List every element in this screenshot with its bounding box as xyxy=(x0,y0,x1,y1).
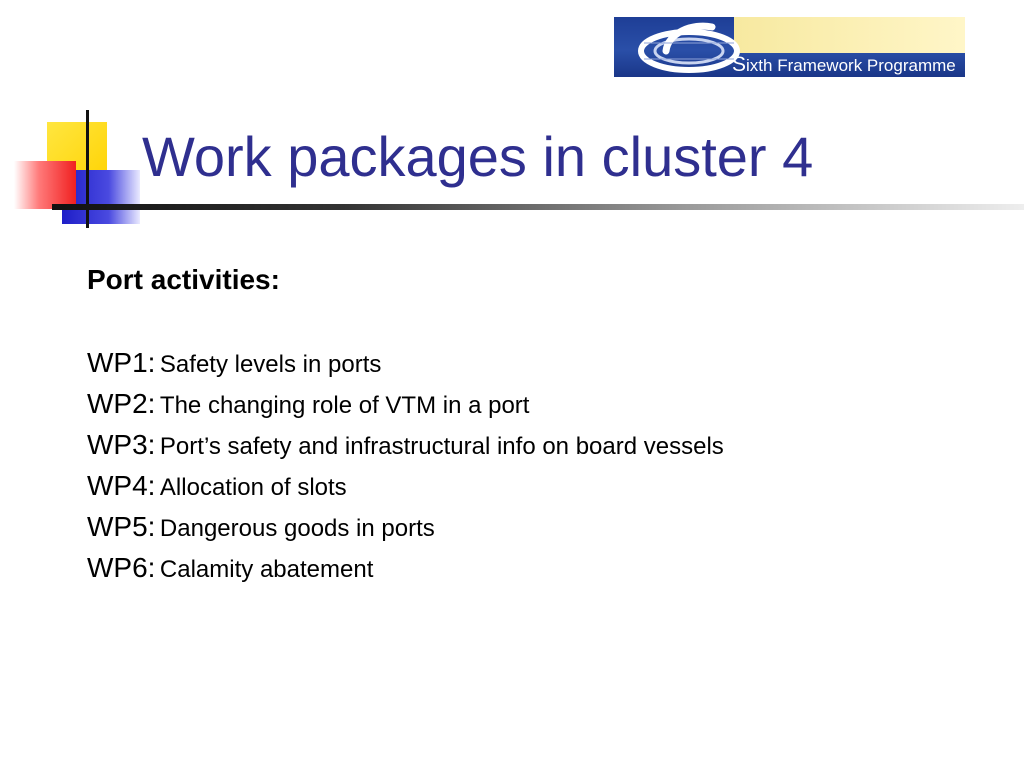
wp-code: WP4: xyxy=(87,470,156,501)
wp-description: The changing role of VTM in a port xyxy=(159,392,530,419)
slide-title: Work packages in cluster 4 xyxy=(142,125,814,188)
wp-description: Safety levels in ports xyxy=(159,351,382,378)
sixth-framework-logo xyxy=(614,17,965,77)
six-swirl-icon xyxy=(634,21,744,73)
wp-code: WP6: xyxy=(87,552,156,583)
wp-description: Allocation of slots xyxy=(159,474,347,501)
title-underline xyxy=(52,204,1024,210)
wp-code: WP5: xyxy=(87,511,156,542)
list-item xyxy=(87,383,724,424)
wp-description: Port’s safety and infrastructural info on board vessels xyxy=(159,433,724,460)
work-package-list xyxy=(87,342,724,588)
wp-description: Dangerous goods in ports xyxy=(159,515,435,542)
list-item xyxy=(87,465,724,506)
list-item xyxy=(87,547,724,588)
logo-yellow-band xyxy=(734,17,965,53)
section-heading: Port activities: xyxy=(87,264,280,295)
vertical-rule xyxy=(86,110,89,228)
logo-text-initial: S xyxy=(732,53,747,76)
wp-code: WP1: xyxy=(87,347,156,378)
red-square xyxy=(14,161,76,209)
list-item xyxy=(87,424,724,465)
list-item xyxy=(87,506,724,547)
logo-text xyxy=(732,53,965,77)
wp-description: Calamity abatement xyxy=(159,556,374,583)
wp-code: WP3: xyxy=(87,429,156,460)
wp-code: WP2: xyxy=(87,388,156,419)
logo-text-rest: ixth Framework Programme xyxy=(746,56,956,75)
list-item xyxy=(87,342,724,383)
